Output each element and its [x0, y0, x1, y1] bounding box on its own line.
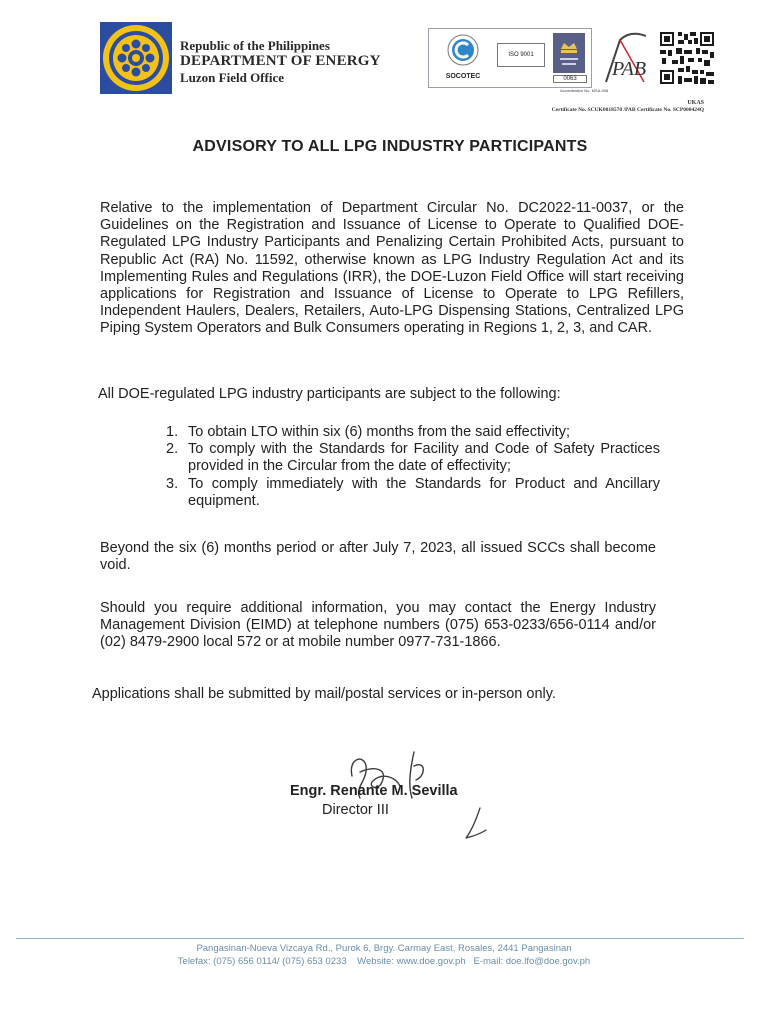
- socotec-logo: [435, 33, 491, 80]
- pab-label: PAB: [612, 58, 647, 80]
- iso-9001-label: ISO 9001: [497, 43, 545, 67]
- list-item-text: To obtain LTO within six (6) months from the said effectivity;: [188, 424, 570, 440]
- ukas-crown-badge: [553, 33, 585, 73]
- list-item-number: 2.: [166, 441, 179, 458]
- list-item: [160, 441, 660, 475]
- footer: [0, 942, 768, 968]
- footer-divider: [16, 938, 744, 939]
- contact-paragraph: Should you require additional information, you may contact the Energy Industry Management Division (EIMD) at telephone numbers (075) 653-0233/656-0114 and/or (02) 8479-2900 local 572 or at mobile number 0977-731-1866.: [100, 600, 656, 651]
- footer-address: Pangasinan-Nueva Vizcaya Rd., Purok 6, Brgy. Carmay East, Rosales, 2441 Pangasinan: [196, 943, 572, 954]
- ukas-number: 0063: [553, 75, 587, 83]
- department-line: DEPARTMENT OF ENERGY: [180, 53, 381, 69]
- office-line: Luzon Field Office: [180, 70, 284, 85]
- certificate-numbers: Certificate No. SCUK0018570 /PAB Certificate No. SCP000424Q: [551, 107, 704, 113]
- list-item-text: To comply immediately with the Standards for Product and Ancillary equipment.: [188, 475, 660, 509]
- iso-certification-box: [428, 28, 592, 88]
- republic-line: Republic of the Philippines: [180, 38, 330, 53]
- submission-paragraph: Applications shall be submitted by mail/postal services or in-person only.: [92, 686, 556, 702]
- socotec-icon: [446, 33, 480, 67]
- list-item-number: 1.: [166, 424, 179, 440]
- advisory-title: ADVISORY TO ALL LPG INDUSTRY PARTICIPANTS: [192, 138, 588, 155]
- ukas-accreditation-text: Accreditation No. MSA-008: [560, 88, 609, 93]
- signatory-title: Director III: [322, 802, 389, 818]
- doe-seal-logo: [100, 22, 172, 94]
- list-item: [160, 476, 660, 510]
- signatory-name: Engr. Renante M. Sevilla: [290, 783, 458, 799]
- list-item-number: 3.: [166, 475, 179, 492]
- agency-name-block: [180, 38, 381, 86]
- socotec-label: SOCOTEC: [445, 73, 481, 80]
- requirements-list: [160, 424, 660, 510]
- intro-paragraph: Relative to the implementation of Department Circular No. DC2022-11-0037, or the Guidelines on the Registration and Issuance of License to Operate to Qualified DOE-Regulated LPG Industry Participants and Penalizing Certain Prohibited Acts, pursuant to Republic Act (RA) No. 11592, otherwise known as LPG Industry Regulation Act and its Implementing Rules and Regulations (IRR), the DOE-Luzon Field Office will start receiving applications for Registration and Issuance of License to Operate to LPG Refillers, Independent Haulers, Dealers, Retailers, Auto-LPG Dispensing Stations, Centralized LPG Piping System Operators and Bulk Consumers operating in Regions 1, 2, 3, and CAR.: [100, 200, 684, 337]
- subject-paragraph: All DOE-regulated LPG industry participants are subject to the following:: [98, 386, 561, 402]
- qr-code: [660, 32, 714, 84]
- ukas-label: UKAS: [687, 100, 704, 106]
- list-item: [160, 424, 660, 441]
- list-item-text: To comply with the Standards for Facility and Code of Safety Practices provided in the Circular from the date of effectivity;: [188, 441, 660, 475]
- footer-contact: Telefax: (075) 656 0114/ (075) 653 0233 Website: www.doe.gov.ph E-mail: doe.lfo@doe.gov.ph: [177, 956, 591, 967]
- void-notice-paragraph: Beyond the six (6) months period or after July 7, 2023, all issued SCCs shall become void.: [100, 540, 656, 574]
